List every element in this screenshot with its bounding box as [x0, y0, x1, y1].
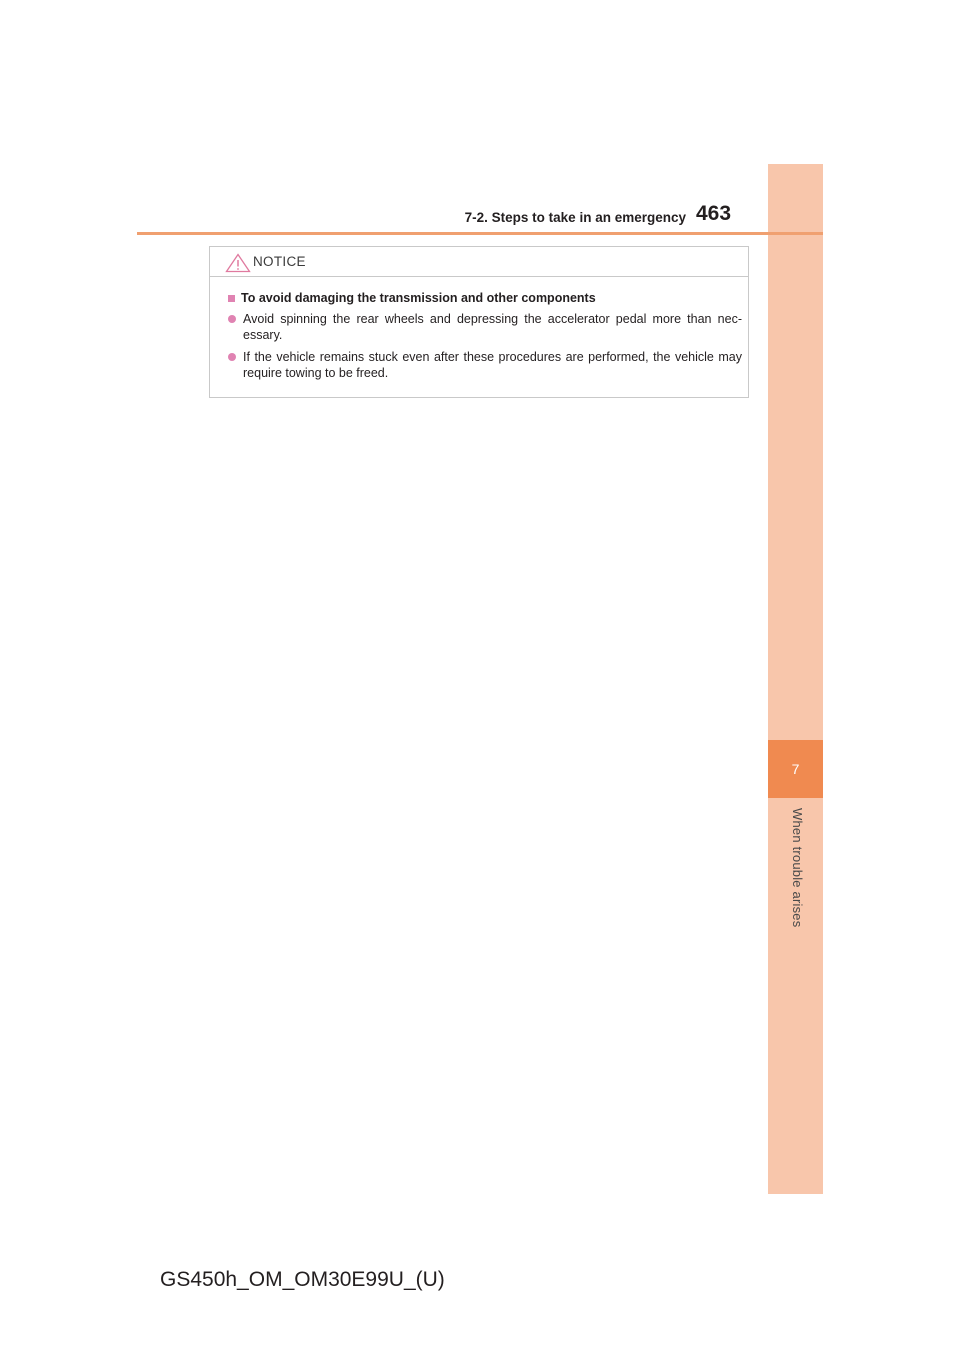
chapter-number: 7: [791, 761, 800, 777]
warning-triangle-icon: [225, 253, 251, 273]
chapter-title: When trouble arises: [790, 808, 805, 928]
list-item-text: Avoid spinning the rear wheels and depressing the accelerator pedal more than nec-essary.: [243, 312, 742, 342]
section-title: 7-2. Steps to take in an emergency: [464, 210, 686, 225]
list-item: [228, 349, 742, 381]
chapter-tab: [768, 740, 823, 798]
notice-header: [210, 247, 748, 277]
notice-box: [209, 246, 749, 398]
notice-body: [210, 277, 748, 381]
circle-bullet-icon: [228, 315, 236, 323]
header-rule: [137, 232, 823, 235]
circle-bullet-icon: [228, 353, 236, 361]
page-number: 463: [696, 202, 732, 225]
list-item: [228, 311, 742, 343]
square-bullet-icon: [228, 295, 235, 302]
notice-subheading: [228, 291, 742, 305]
list-item-text: If the vehicle remains stuck even after these procedures are performed, the vehicle may require towing to be freed.: [243, 350, 742, 380]
side-tab: [768, 164, 823, 1194]
notice-subheading-text: To avoid damaging the transmission and other components: [241, 291, 596, 305]
chapter-title-vertical: [781, 808, 811, 938]
notice-title: NOTICE: [253, 254, 306, 269]
document-code: GS450h_OM_OM30E99U_(U): [160, 1268, 445, 1291]
